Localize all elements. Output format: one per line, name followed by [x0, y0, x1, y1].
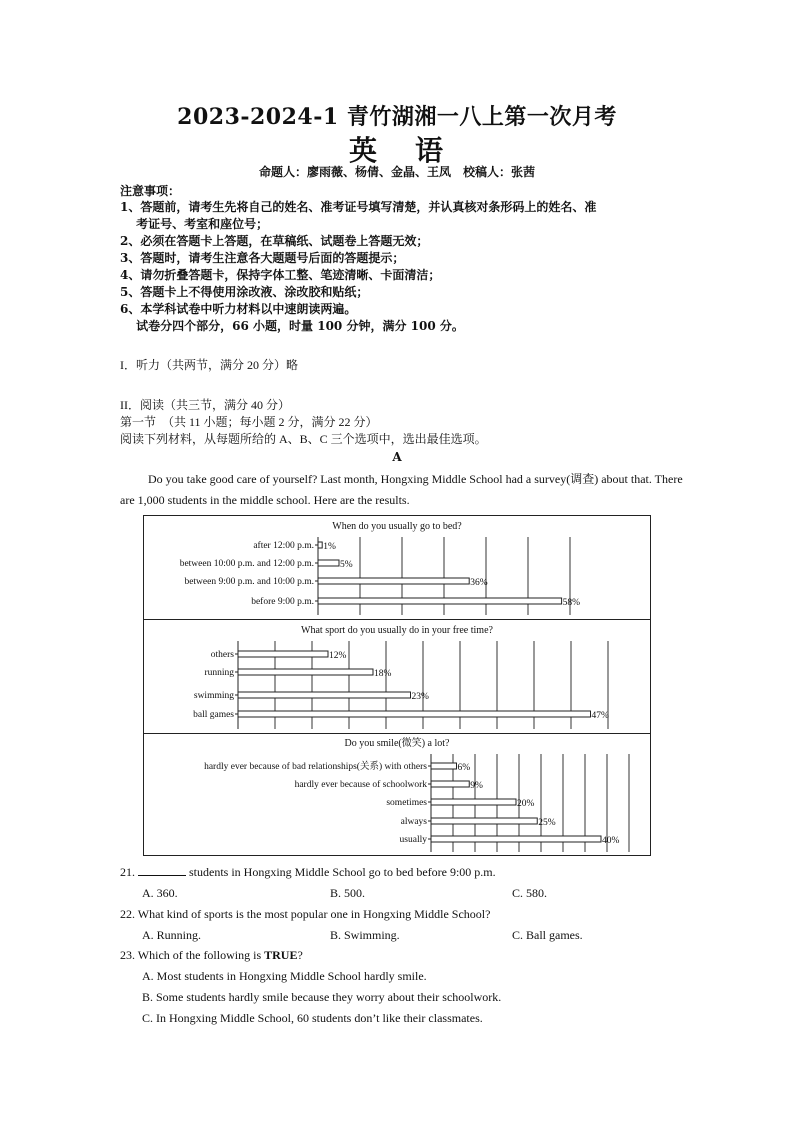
option-b: B. 500. — [330, 886, 366, 900]
bar — [431, 763, 457, 769]
question-22 — [120, 907, 490, 922]
section-part1: 第一节 （共 11 小题；每小题 2 分，满分 22 分） — [120, 415, 378, 429]
category-label: between 9:00 p.m. and 10:00 p.m. — [184, 577, 314, 587]
data-label: 58% — [562, 598, 581, 608]
chart-title: What sport do you usually do in your free time? — [301, 625, 493, 636]
data-label: 25% — [538, 818, 556, 828]
data-label: 47% — [591, 711, 609, 721]
option-b: B. Swimming. — [330, 928, 400, 942]
category-label: others — [210, 650, 234, 660]
question-number: 22. — [120, 907, 135, 921]
question-stem-end: ? — [297, 948, 303, 962]
question-23 — [120, 948, 303, 963]
category-label: always — [400, 817, 427, 827]
question-stem: Which of the following is — [137, 948, 265, 962]
option-a: A. Running. — [142, 928, 202, 942]
subject-char-1: 英 — [348, 134, 379, 167]
data-label: 40% — [602, 836, 620, 846]
option-b: B. Some students hardly smile because they worry about their schoolwork. — [142, 990, 502, 1004]
section-instruction: 阅读下列材料，从每题所给的 A、B、C 三个选项中，选出最佳选项。 — [120, 432, 487, 446]
data-label: 20% — [517, 799, 535, 809]
bar — [238, 669, 373, 675]
bar — [238, 651, 328, 657]
bar — [238, 692, 411, 698]
question-number: 23. — [120, 948, 135, 962]
note-item: 考证号、考室和座位号； — [120, 217, 269, 231]
data-label: 23% — [411, 692, 429, 702]
data-label: 6% — [457, 763, 471, 773]
question-21 — [120, 865, 496, 880]
question-number: 21. — [120, 865, 135, 879]
bar — [431, 781, 469, 787]
option-a: A. 360. — [142, 886, 178, 900]
category-label: between 10:00 p.m. and 12:00 p.m. — [179, 559, 314, 569]
chart-title: When do you usually go to bed? — [332, 521, 462, 532]
bar — [318, 578, 469, 584]
category-label: hardly ever because of schoolwork — [294, 780, 427, 790]
category-label: ball games — [193, 710, 234, 720]
subject-char-2: 语 — [415, 134, 446, 167]
question-stem-emphasis: TRUE — [264, 948, 298, 962]
chart-title: Do you smile(微笑) a lot? — [344, 738, 450, 749]
bar — [318, 542, 322, 548]
answer-blank — [138, 865, 186, 876]
survey-chart — [143, 515, 651, 856]
data-label: 5% — [340, 560, 353, 570]
option-c: C. 580. — [512, 886, 548, 900]
bar — [431, 836, 601, 842]
category-label: hardly ever because of bad relationships(关系) with others — [204, 762, 427, 772]
question-stem: students in Hongxing Middle School go to bed before 9:00 p.m. — [189, 865, 496, 879]
category-label: after 12:00 p.m. — [253, 541, 314, 551]
category-label: before 9:00 p.m. — [251, 597, 314, 607]
bar — [318, 598, 562, 604]
data-label: 12% — [329, 651, 347, 661]
bar — [318, 560, 339, 566]
category-label: sometimes — [386, 798, 427, 808]
section-reading: II．阅读（共三节，满分 40 分） — [120, 398, 290, 412]
option-c: C. In Hongxing Middle School, 60 students don’t like their classmates. — [142, 1011, 483, 1025]
passage-text: Do you take good care of yourself? Last month, Hongxing Middle School had a survey(调查) about that. There are 1,000 students in the middle school. Here are the results. — [120, 472, 683, 507]
bar — [238, 711, 591, 717]
bar — [431, 799, 516, 805]
exam-title: 2023-2024-1 青竹湖湘一八上第一次月考 — [177, 104, 617, 130]
section-listening: I．听力（共两节，满分 20 分）略 — [120, 358, 298, 372]
category-label: running — [204, 668, 234, 678]
authors-line: 命题人：廖雨薇、杨倩、金晶、王凤 校稿人：张茜 — [258, 165, 535, 179]
data-label: 18% — [374, 669, 392, 679]
bar — [431, 818, 537, 824]
category-label: usually — [399, 835, 427, 845]
notes-heading: 注意事项： — [120, 184, 181, 198]
note-item: 5、答题卡上不得使用涂改液、涂改胶和贴纸； — [120, 285, 369, 299]
note-item: 4、请勿折叠答题卡，保持字体工整、笔迹清晰、卡面清洁； — [120, 268, 441, 282]
category-label: swimming — [193, 691, 234, 701]
option-c: C. Ball games. — [512, 928, 583, 942]
data-label: 9% — [470, 781, 483, 791]
note-item: 6、本学科试卷中听力材料以中速朗读两遍。 — [120, 302, 357, 316]
option-a: A. Most students in Hongxing Middle School hardly smile. — [142, 969, 427, 983]
passage-label: A — [392, 450, 402, 464]
note-item: 2、必须在答题卡上答题，在草稿纸、试题卷上答题无效； — [120, 234, 429, 248]
data-label: 36% — [470, 578, 488, 588]
note-item: 3、答题时，请考生注意各大题题号后面的答题提示； — [120, 251, 405, 265]
note-item: 1、答题前，请考生先将自己的姓名、准考证号填写清楚，并认真核对条形码上的姓名、准 — [120, 200, 597, 214]
question-stem: What kind of sports is the most popular one in Hongxing Middle School? — [137, 907, 491, 921]
note-item: 试卷分四个部分，66 小题，时量 100 分钟，满分 100 分。 — [120, 319, 464, 333]
data-label: 1% — [323, 542, 336, 552]
